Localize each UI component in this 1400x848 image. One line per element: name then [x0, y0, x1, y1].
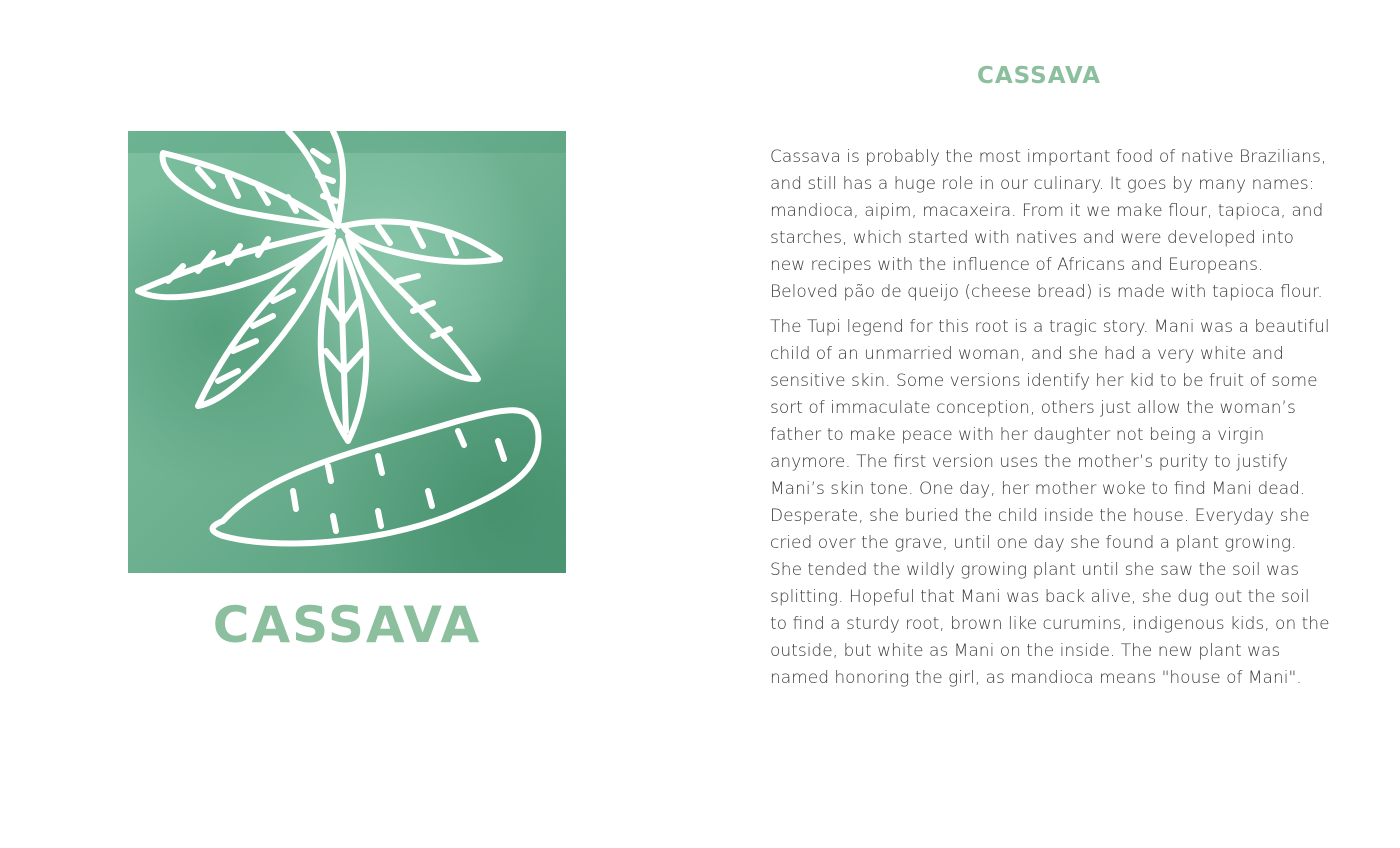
illustration-caption-title: CASSAVA — [212, 596, 482, 654]
cassava-illustration-svg — [128, 131, 566, 573]
paragraph-intro: Cassava is probably the most important food of native Brazilians, and still has a huge role in our culinary. It goes by many names: mandioca, aipim, macaxeira. From it we make flour, tapioca, and starches, which started with natives and were developed into new recipes with the influence of Africans and Europeans. Beloved pão de queijo (cheese bread) is made with tapioca flour. — [770, 147, 1327, 302]
article-body — [770, 144, 1330, 700]
cassava-illustration — [128, 131, 566, 573]
paragraph-legend: The Tupi legend for this root is a tragic story. Mani was a beautiful child of an unmarried woman, and she had a very white and sensitive skin. Some versions identify her kid to be fruit of some sort of immaculate conception, others just allow the woman’s father to make peace with her daughter not being a virgin anymore. The first version uses the mother’s purity to justify Mani’s skin tone. One day, her mother woke to find Mani dead. Desperate, she buried the child inside the house. Everyday she cried over the grave, until one day she found a plant growing. She tended the wildly growing plant until she saw the soil was splitting. Hopeful that Mani was back alive, she dug out the soil to find a sturdy root, brown like curumins, indigenous kids, on the outside, but white as Mani on the inside. The new plant was named honoring the girl, as mandioca means "house of Mani". — [770, 317, 1330, 688]
page-title: CASSAVA — [976, 63, 1102, 89]
